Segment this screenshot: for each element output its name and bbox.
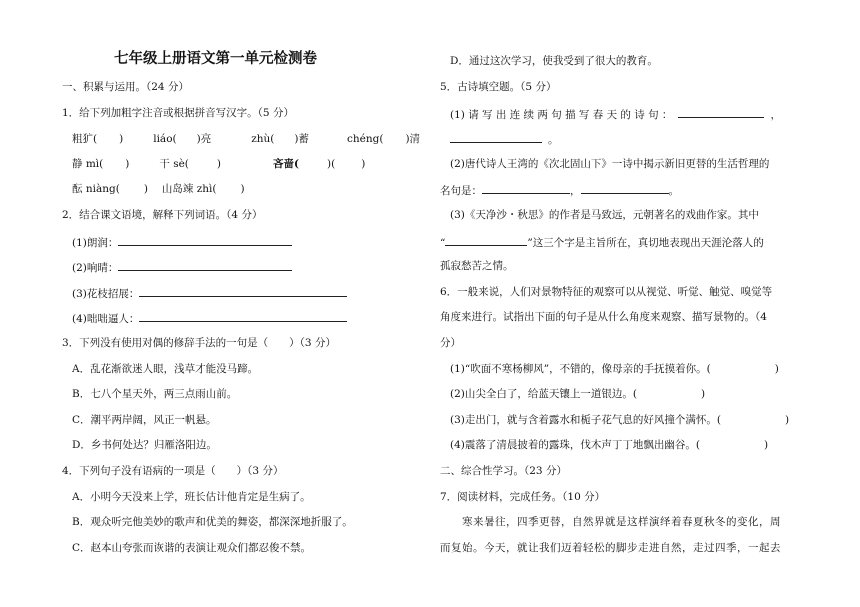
answer-blank[interactable] <box>450 131 542 143</box>
q3-option-c: C．潮平两岸阔，风正一帆悬。 <box>72 414 217 426</box>
q5-item-3: (3)《天净沙・秋思》的作者是马致远，元朝著名的戏曲作家。其中 <box>450 209 759 221</box>
answer-blank[interactable] <box>118 234 292 246</box>
q5-item-3-end: 孤寂愁苦之情。 <box>440 260 514 272</box>
question-6-cont: 角度来进行。试指出下面的句子是从什么角度来观察、描写景物的。（4 <box>440 311 767 323</box>
q5-item-3-cont: “ ”这三个字是主旨所在，真切地表现出天涯沦落人的 <box>440 234 764 250</box>
question-3: 3．下列没有使用对偶的修辞手法的一句是（ ）（3 分） <box>62 337 336 349</box>
question-5: 5．古诗填空题。（5 分） <box>440 81 557 93</box>
q4-option-d: D．通过这次学习，使我受到了很大的教育。 <box>450 55 658 67</box>
q6-item-2: (2)山尖全白了，给蓝天镶上一道银边。( ) <box>450 388 706 400</box>
q5-item-1: (1) 请 写 出 连 续 两 句 描 写 春 天 的 诗 句 ： ， <box>450 106 781 122</box>
answer-blank[interactable] <box>118 259 292 271</box>
answer-blank[interactable] <box>139 310 347 322</box>
question-2: 2．结合课文语境，解释下列词语。（4 分） <box>62 209 263 221</box>
question-7: 7．阅读材料，完成任务。（10 分） <box>440 491 606 503</box>
q1-row-1: 粗犷( ) liáo( )亮 zhù( )蓄 chéng( )清 <box>72 133 421 145</box>
answer-blank[interactable] <box>581 182 669 194</box>
q7-passage-line-1: 寒来暑往，四季更替，自然界就是这样演绎着春夏秋冬的变化，周 <box>462 516 781 528</box>
q2-item-3: (3)花枝招展： <box>72 285 347 301</box>
question-6-end: 分） <box>440 337 461 349</box>
answer-blank[interactable] <box>482 182 570 194</box>
answer-blank[interactable] <box>445 234 527 246</box>
q7-passage-line-2: 而复始。今天，就让我们迈着轻松的脚步走进自然，走过四季，一起去 <box>440 542 781 554</box>
q2-item-1: (1)朗润： <box>72 234 292 250</box>
question-4: 4．下列句子没有语病的一项是（ ）（3 分） <box>62 465 284 477</box>
q5-item-1-cont: 。 <box>450 131 559 147</box>
q2-item-2: (2)响晴： <box>72 259 292 275</box>
q4-option-b: B．观众听完他美妙的歌声和优美的舞姿，都深深地折服了。 <box>72 516 353 528</box>
q1-row-2: 静 mì( ) 干 sè( ) 吝啬( )( ) <box>72 158 366 170</box>
section-heading-1: 一、积累与运用。（24 分） <box>62 81 189 93</box>
q6-item-3: (3)走出门，就与含着露水和栀子花气息的好风撞个满怀。( ) <box>450 414 790 426</box>
answer-blank[interactable] <box>678 106 764 118</box>
q4-option-a: A．小明今天没来上学，班长估计他肯定是生病了。 <box>72 491 311 503</box>
q3-option-a: A．乱花渐欲迷人眼，浅草才能没马蹄。 <box>72 363 259 375</box>
q1-row-3: 酝 niàng( ) 山岛竦 zhì( ) <box>72 183 245 195</box>
q1-item: 粗犷( <box>72 133 98 145</box>
q5-item-2: (2)唐代诗人王湾的《次北固山下》一诗中揭示新旧更替的生活哲理的 <box>450 158 770 170</box>
q3-option-b: B．七八个星天外，两三点雨山前。 <box>72 388 238 400</box>
q2-item-4: (4)咄咄逼人： <box>72 310 347 326</box>
q6-item-4: (4)震落了清晨披着的露珠，伐木声丁丁地飘出幽谷。( ) <box>450 439 769 451</box>
question-1: 1．给下列加粗字注音或根据拼音写汉字。（5 分） <box>62 107 294 119</box>
section-heading-2: 二、综合性学习。（23 分） <box>440 465 567 477</box>
answer-blank[interactable] <box>139 285 347 297</box>
question-6: 6．一般来说，人们对景物特征的观察可以从视觉、听觉、触觉、嗅觉等 <box>440 286 773 298</box>
q3-option-d: D．乡书何处达？归雁洛阳边。 <box>72 439 217 451</box>
q6-item-1: (1)“吹面不寒杨柳风”，不错的，像母亲的手抚摸着你。( ) <box>450 363 779 375</box>
page-title: 七年级上册语文第一单元检测卷 <box>114 50 317 67</box>
q4-option-c: C．赵本山夸张而诙谐的表演让观众们都忍俊不禁。 <box>72 542 312 554</box>
q5-item-2-cont: 名句是： ， 。 <box>440 182 679 198</box>
